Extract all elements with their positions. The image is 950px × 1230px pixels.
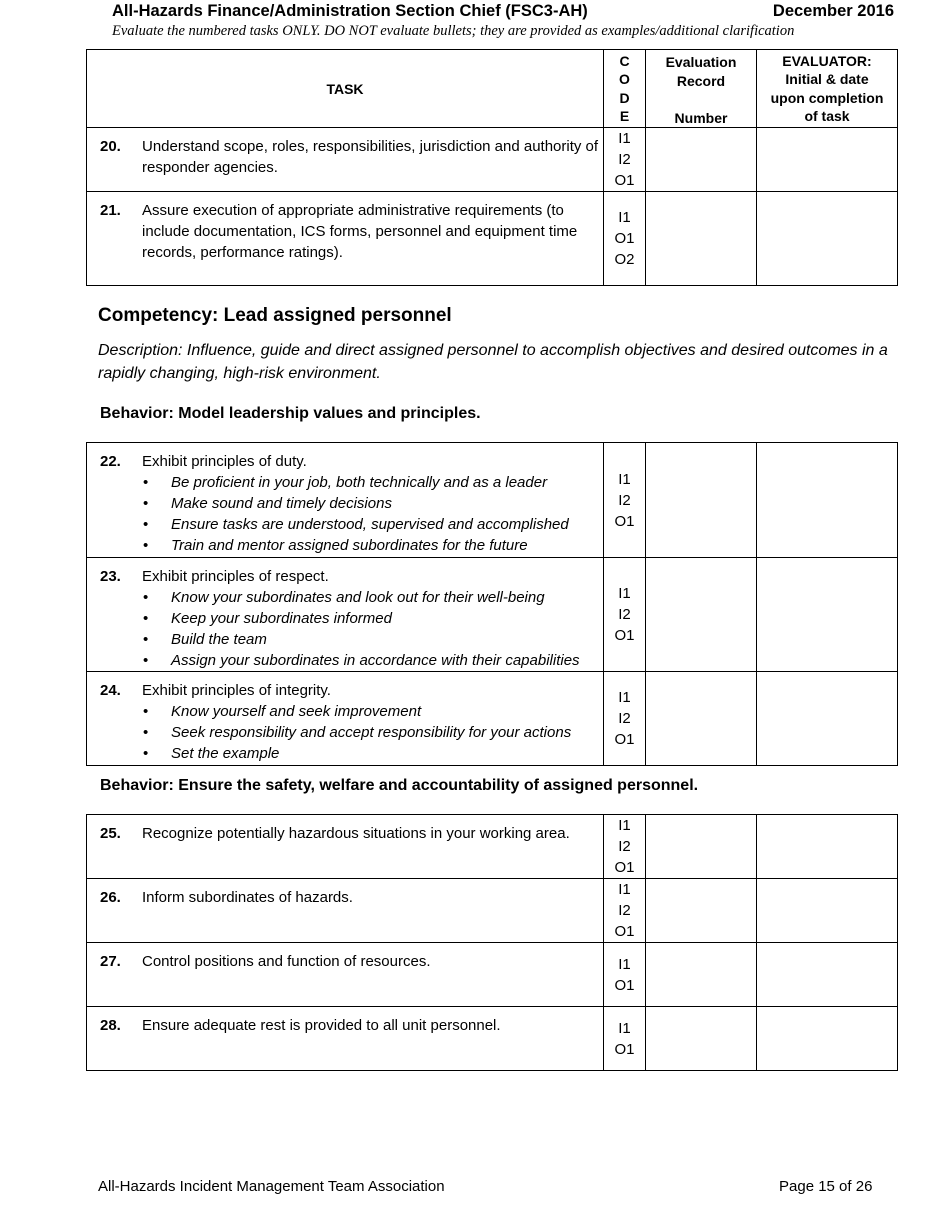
task-column-header: TASK [87,50,604,128]
task-description: Exhibit principles of integrity. [142,682,331,699]
code-value: I1 [618,817,631,834]
evaluator-initial-cell[interactable] [757,192,898,286]
bullet-item: • Ensure tasks are understood, supervised and accomplished [142,514,599,535]
code-cell [604,192,646,286]
code-value: O1 [614,923,635,940]
task-description: Assure execution of appropriate administrative requirements (to include documentation, ICS forms, personnel and equipment time records, performance ratings). [142,202,578,261]
evaluator-initial-cell[interactable] [757,672,898,766]
code-value: I2 [618,838,631,855]
task-cell [87,128,604,192]
task-description: Inform subordinates of hazards. [142,889,353,906]
evaluator-initial-cell[interactable] [757,443,898,558]
evaluation-record-cell[interactable] [646,128,757,192]
evaluation-record-cell[interactable] [646,558,757,672]
code-value: O1 [614,859,635,876]
code-cell [604,815,646,879]
task-number: 27. [100,953,121,970]
clarification-bullets [142,472,599,556]
task-number: 23. [100,568,121,585]
header-line: Record [676,72,726,89]
code-value: I1 [618,130,631,147]
header-line: upon completion [770,89,884,106]
bullet-item: • Make sound and timely decisions [142,493,599,514]
code-value: I2 [618,606,631,623]
code-value: O1 [614,731,635,748]
evaluation-instructions: Evaluate the numbered tasks ONLY. DO NOT evaluate bullets; they are provided as examples/additional clarification [112,23,795,39]
task-cell [87,443,604,558]
task-cell [87,672,604,766]
code-value: O1 [614,230,635,247]
table-row [87,128,898,192]
table-row [87,815,898,879]
task-cell [87,815,604,879]
code-value: I2 [618,491,631,509]
table-header-row [87,50,898,128]
table-row [87,558,898,672]
competency-title: Competency: Lead assigned personnel [98,305,452,326]
task-content [100,815,599,844]
code-value: I2 [618,902,631,919]
task-content [100,192,599,263]
evaluation-record-cell[interactable] [646,879,757,943]
header-line: Initial & date [785,71,869,87]
task-content [100,1007,599,1036]
code-value: O1 [614,627,635,644]
code-cell [604,672,646,766]
header-line: of task [804,108,850,124]
task-content [100,879,599,908]
code-letter: D [619,89,630,106]
task-content [100,943,599,972]
task-number: 26. [100,889,121,906]
header-line [646,90,756,109]
task-cell [87,192,604,286]
code-value: O2 [614,251,635,268]
code-cell [604,128,646,192]
code-letter: C [619,52,630,69]
table-row [87,879,898,943]
code-cell [604,943,646,1007]
code-value: I1 [618,955,631,973]
footer-organization: All-Hazards Incident Management Team Association [98,1178,445,1195]
evaluator-initial-cell[interactable] [757,558,898,672]
code-letter: E [619,108,630,124]
task-cell [87,1007,604,1071]
bullet-item: • Know yourself and seek improvement [142,701,599,722]
code-value: I2 [618,151,631,168]
code-value: I1 [618,585,631,602]
evaluation-record-cell[interactable] [646,192,757,286]
behavior-heading: Behavior: Ensure the safety, welfare and accountability of assigned personnel. [100,777,699,794]
task-number: 20. [100,138,121,155]
task-content [100,443,599,556]
task-content [100,672,599,764]
bullet-item: • Build the team [142,629,599,650]
table-row [87,443,898,558]
bullet-item: • Seek responsibility and accept responsibility for your actions [142,722,599,743]
code-value: I1 [618,209,631,226]
competency-description: Description: Influence, guide and direct assigned personnel to accomplish objectives and desired outcomes in a rapidly changing, high-risk environment. [98,342,888,382]
task-description: Control positions and function of resources. [142,953,431,970]
task-cell [87,943,604,1007]
task-description: Exhibit principles of respect. [142,568,329,585]
task-content [100,128,599,178]
clarification-bullets [142,701,599,764]
code-column-header [604,50,646,128]
evaluator-initial-cell[interactable] [757,1007,898,1071]
code-value: I2 [618,710,631,727]
header-line: Number [674,109,728,126]
behavior-heading: Behavior: Model leadership values and principles. [100,405,481,422]
task-table-1 [86,49,898,286]
bullet-item: • Assign your subordinates in accordance with their capabilities [142,650,599,671]
code-cell [604,558,646,672]
code-value: I1 [618,1019,631,1037]
bullet-item: • Be proficient in your job, both technically and as a leader [142,472,599,493]
evaluator-column-header [757,50,898,128]
evaluation-record-cell[interactable] [646,1007,757,1071]
evaluation-record-cell[interactable] [646,443,757,558]
task-description: Ensure adequate rest is provided to all unit personnel. [142,1017,501,1034]
task-cell [87,879,604,943]
task-description: Understand scope, roles, responsibilities, jurisdiction and authority of responder agencies. [142,138,599,176]
evaluator-initial-cell[interactable] [757,815,898,879]
bullet-item: • Set the example [142,743,599,764]
bullet-item: • Know your subordinates and look out for their well-being [142,587,599,608]
table-row [87,672,898,766]
evaluation-record-cell[interactable] [646,672,757,766]
task-content [100,558,599,671]
document-title: All-Hazards Finance/Administration Section Chief (FSC3-AH) [112,2,588,20]
code-value: O1 [614,512,635,530]
task-description: Exhibit principles of duty. [142,453,307,470]
document-date: December 2016 [772,2,894,20]
evaluation-record-cell[interactable] [646,815,757,879]
task-number: 22. [100,453,121,470]
bullet-item: • Train and mentor assigned subordinates for the future [142,535,599,556]
task-number: 25. [100,825,121,842]
clarification-bullets [142,587,599,671]
bullet-item: • Keep your subordinates informed [142,608,599,629]
task-number: 21. [100,202,121,219]
code-letter: O [619,71,630,87]
code-cell [604,879,646,943]
evaluation-record-column-header [646,50,757,128]
evaluation-record-cell[interactable] [646,943,757,1007]
task-cell [87,558,604,672]
table-row [87,1007,898,1071]
task-number: 28. [100,1017,121,1034]
task-table-3 [86,814,898,1071]
table-row [87,192,898,286]
code-value: I1 [618,881,631,898]
page-number: Page 15 of 26 [779,1178,873,1195]
code-value: O1 [614,172,635,189]
task-description: Recognize potentially hazardous situations in your working area. [142,825,570,842]
code-value: I1 [618,470,631,488]
code-value: I1 [618,689,631,706]
table-row [87,943,898,1007]
header-line: Evaluation [665,54,737,70]
code-value: O1 [614,976,635,994]
code-cell [604,443,646,558]
evaluator-initial-cell[interactable] [757,879,898,943]
task-number: 24. [100,682,121,699]
code-value: O1 [614,1040,635,1058]
evaluator-initial-cell[interactable] [757,943,898,1007]
code-cell [604,1007,646,1071]
header-line: EVALUATOR: [782,52,872,69]
task-table-2 [86,442,898,766]
evaluator-initial-cell[interactable] [757,128,898,192]
